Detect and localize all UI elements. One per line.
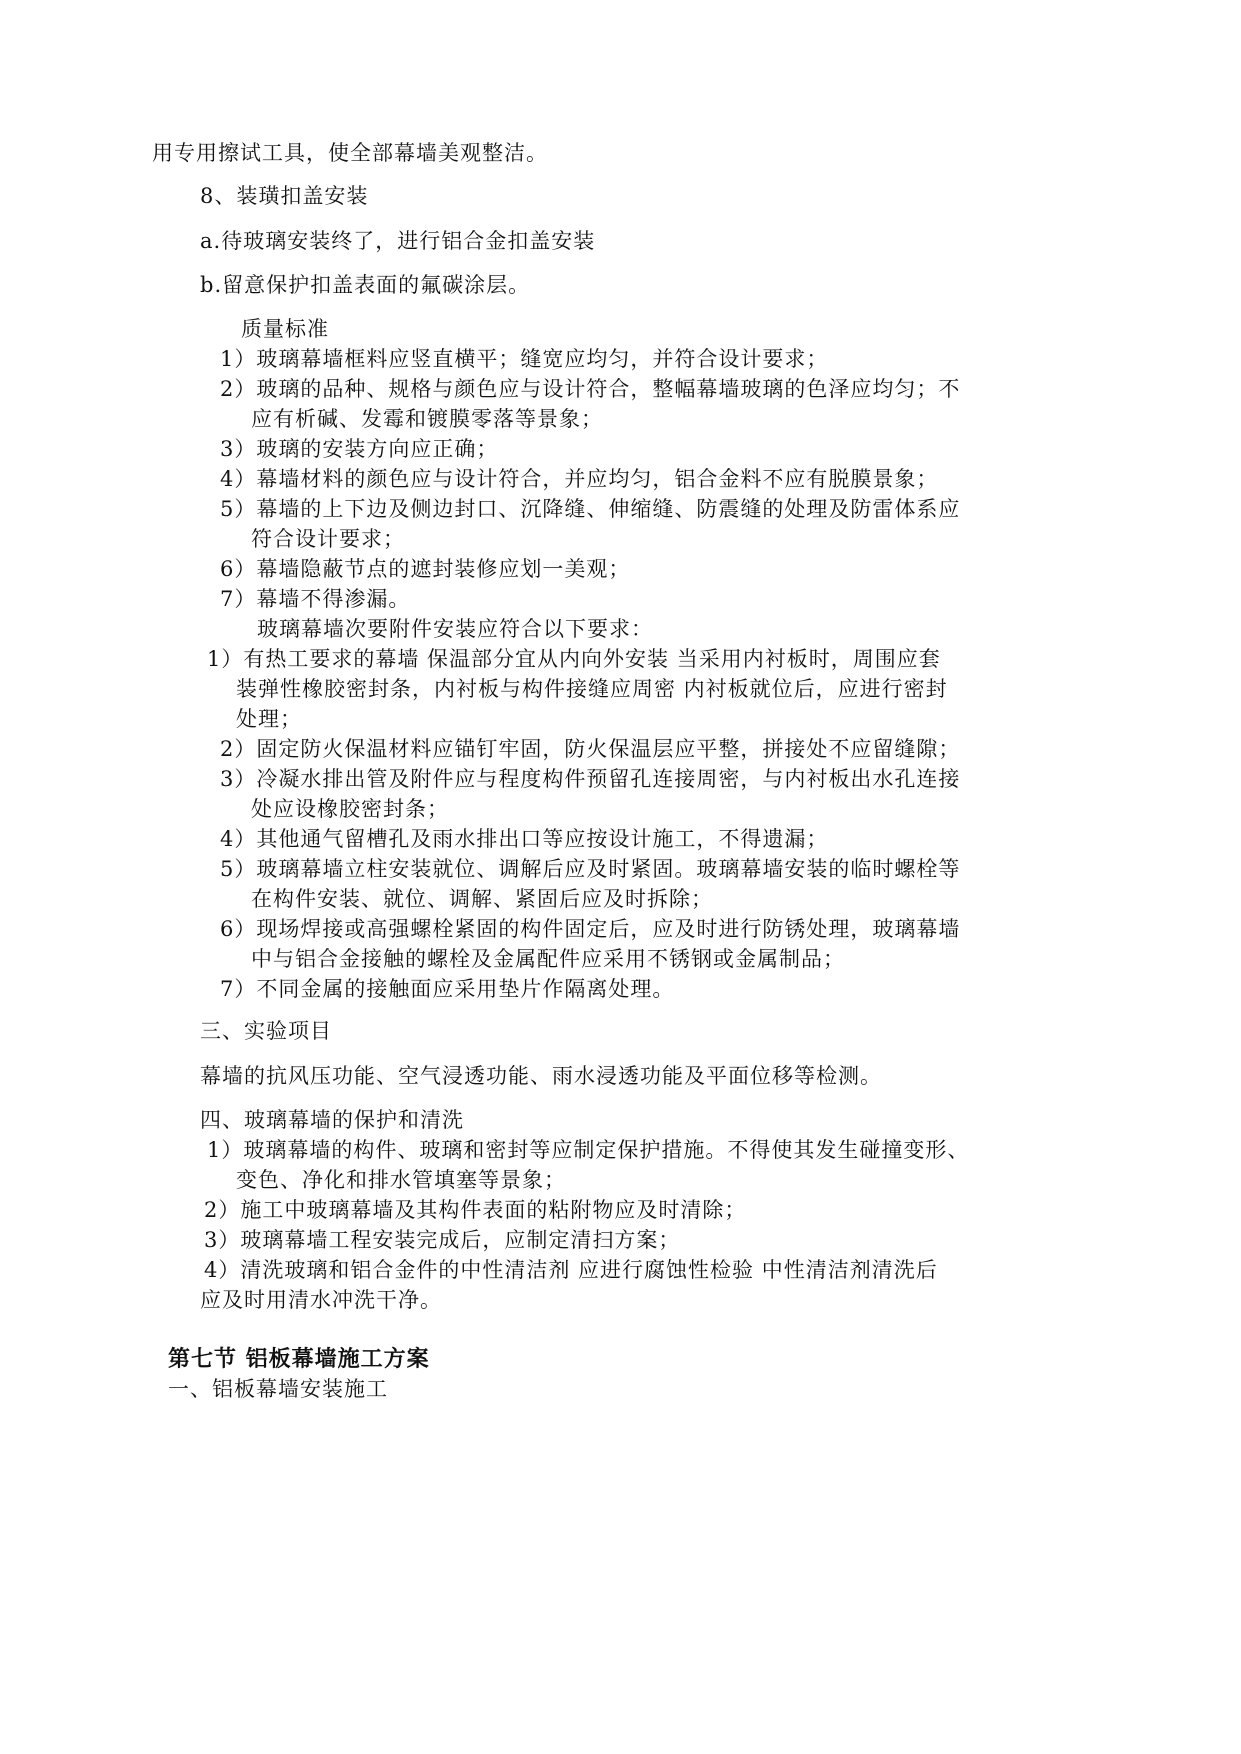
list-item: 3）冷凝水排出管及附件应与程度构件预留孔连接周密，与内衬板出水孔连接 [220,767,961,791]
list-item: b.留意保护扣盖表面的氟碳涂层。 [200,273,531,297]
paragraph-line: 幕墙的抗风压功能、空气浸透功能、雨水浸透功能及平面位移等检测。 [200,1064,882,1088]
list-item-continuation: 应及时用清水冲洗干净。 [200,1288,442,1312]
list-item-continuation: 处理； [236,707,302,731]
list-item: 5）玻璃幕墙立柱安装就位、调解后应及时紧固。玻璃幕墙安装的临时螺栓等 [220,857,961,881]
section-heading: 8、装璜扣盖安装 [200,184,369,208]
section-heading: 四、玻璃幕墙的保护和清洗 [200,1108,464,1132]
list-item-continuation: 中与铝合金接触的螺栓及金属配件应采用不锈钢或金属制品； [251,947,845,971]
list-item-continuation: 应有析碱、发霉和镀膜零落等景象； [251,407,603,431]
subheading: 玻璃幕墙次要附件安装应符合以下要求： [257,617,653,641]
list-item: 6）幕墙隐蔽节点的遮封装修应划一美观； [220,557,631,581]
list-item: 2）玻璃的品种、规格与颜色应与设计符合，整幅幕墙玻璃的色泽应均匀；不 [220,377,961,401]
list-item: 7）不同金属的接触面应采用垫片作隔离处理。 [220,977,675,1001]
list-item: 2）施工中玻璃幕墙及其构件表面的粘附物应及时清除； [204,1198,747,1222]
list-item: 3）玻璃的安装方向应正确； [220,437,499,461]
list-item: 7）幕墙不得渗漏。 [220,587,411,611]
section-heading: 三、实验项目 [200,1019,332,1043]
list-item: 6）现场焊接或高强螺栓紧固的构件固定后，应及时进行防锈处理，玻璃幕墙 [220,917,961,941]
list-item-continuation: 处应设橡胶密封条； [251,797,449,821]
list-item: 4）其他通气留槽孔及雨水排出口等应按设计施工，不得遗漏； [220,827,829,851]
list-item-continuation: 在构件安装、就位、调解、紧固后应及时拆除； [251,887,713,911]
paragraph-line: 用专用擦试工具，使全部幕墙美观整洁。 [152,141,548,165]
list-item: 1）有热工要求的幕墙 保温部分宜从内向外安装 当采用内衬板时，周围应套 [207,647,941,671]
list-item: 4）幕墙材料的颜色应与设计符合，并应均匀，铝合金料不应有脱膜景象； [220,467,939,491]
subheading: 质量标准 [241,317,329,341]
list-item: 2）固定防火保温材料应锚钉牢固，防火保温层应平整，拼接处不应留缝隙； [220,737,961,761]
list-item: 3）玻璃幕墙工程安装完成后，应制定清扫方案； [204,1228,681,1252]
list-item-continuation: 装弹性橡胶密封条，内衬板与构件接缝应周密 内衬板就位后，应进行密封 [236,677,948,701]
section-title: 第七节 铝板幕墙施工方案 [168,1346,430,1372]
list-item-continuation: 符合设计要求； [251,527,405,551]
list-item: 1）玻璃幕墙框料应竖直横平；缝宽应均匀，并符合设计要求； [220,347,829,371]
list-item: 4）清洗玻璃和铝合金件的中性清洁剂 应进行腐蚀性检验 中性清洁剂清洗后 [204,1258,938,1282]
list-item-continuation: 变色、净化和排水管填塞等景象； [236,1168,566,1192]
section-heading: 一、铝板幕墙安装施工 [168,1377,388,1401]
list-item: 1）玻璃幕墙的构件、玻璃和密封等应制定保护措施。不得使其发生碰撞变形、 [207,1138,970,1162]
list-item: 5）幕墙的上下边及侧边封口、沉降缝、伸缩缝、防震缝的处理及防雷体系应 [220,497,961,521]
list-item: a.待玻璃安装终了，进行铝合金扣盖安装 [200,229,596,253]
